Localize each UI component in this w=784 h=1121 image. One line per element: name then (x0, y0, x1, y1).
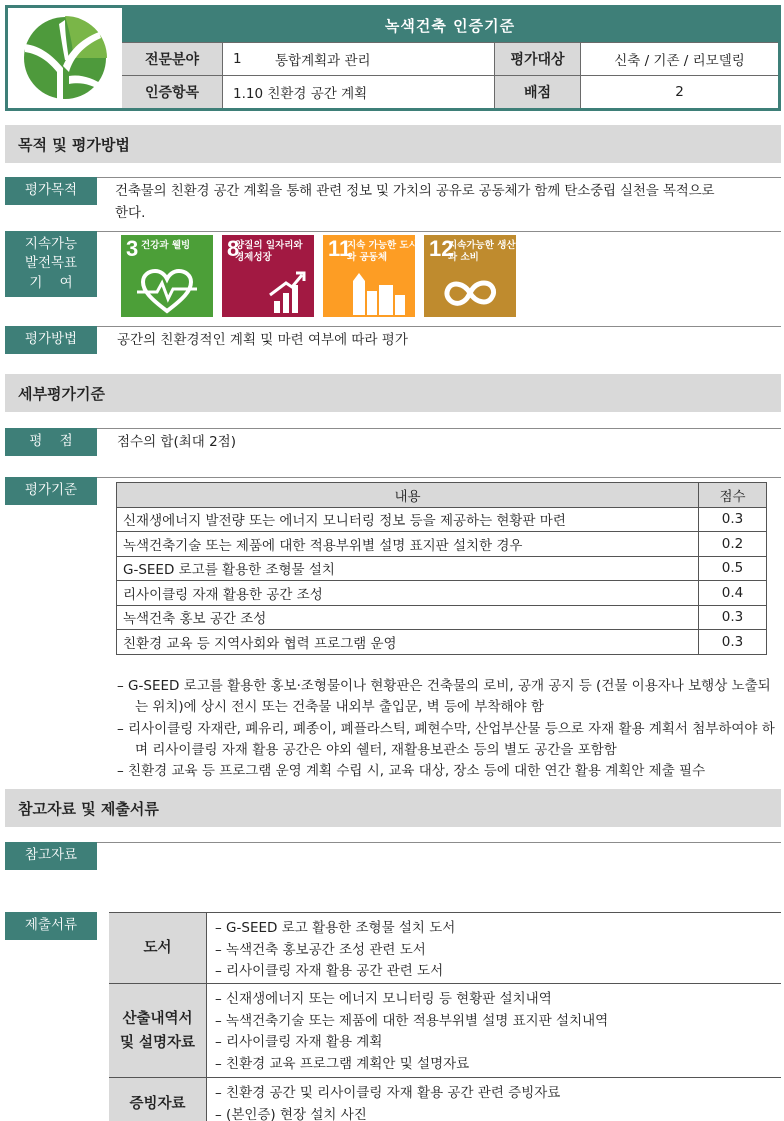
item-label: 인증항목 (122, 76, 222, 108)
note-item: – 리사이클링 자재란, 폐유리, 폐종이, 폐플라스틱, 폐현수막, 산업부산물 등으로 자재 활용 계획서 첨부하여야 하며 리사이클링 자재 활용 공간은 야외 쉘터, 재활용보관소 등의 별도 공간을 포함함 (117, 719, 777, 762)
section-references-title: 참고자료 및 제출서류 (5, 789, 781, 827)
goal-label: 평가목적 (5, 177, 97, 205)
note-item: – G-SEED 로고를 활용한 홍보·조형물이나 현황판은 건축물의 로비, 공개 공지 등 (건물 이용자나 보행상 노출되는 위치)에 상시 전시 또는 건축물 내외부 출입문, 벽 등에 부착해야 함 (117, 676, 777, 719)
score-label: 배점 (494, 76, 580, 108)
goal-text-line: 한다. (115, 205, 146, 221)
goal-text-line: 건축물의 친환경 공간 계획을 통해 관련 정보 및 가치의 공유로 공동체가 함께 탄소중립 실천을 목적으로 (115, 183, 715, 199)
sdg-title: 지속가능한 생산과 소비 (448, 240, 516, 263)
section-purpose-title: 목적 및 평가방법 (5, 125, 781, 163)
submission-item: – 녹색건축기술 또는 제품에 대한 적용부위별 설명 표지판 설치내역 (215, 1011, 781, 1033)
table-row (117, 507, 767, 532)
header-title: 녹색건축 인증기준 (122, 8, 778, 42)
note-item: – 친환경 교육 등 프로그램 운영 계획 수립 시, 교육 대상, 장소 등에 대한 연간 활용 계획안 제출 필수 (117, 761, 777, 782)
section-detail-title: 세부평가기준 (5, 374, 781, 412)
row-score: 0.2 (699, 532, 767, 557)
sdg-tile-11 (323, 235, 418, 317)
divider (97, 842, 781, 843)
row-score: 0.3 (699, 605, 767, 630)
row-content: G-SEED 로고를 활용한 조형물 설치 (117, 556, 699, 581)
divider (97, 231, 781, 232)
item-value: 1.10 친환경 공간 계획 (222, 76, 494, 108)
table-header-score: 점수 (699, 483, 767, 508)
target-label: 평가대상 (494, 43, 580, 75)
submission-item: – 녹색건축 홍보공간 조성 관련 도서 (215, 940, 781, 962)
submission-item: – 리사이클링 자재 활용 공간 관련 도서 (215, 961, 781, 983)
row-score: 0.3 (699, 507, 767, 532)
growth-chart-icon (222, 265, 314, 317)
row-content: 녹색건축기술 또는 제품에 대한 적용부위별 설명 표지판 설치한 경우 (117, 532, 699, 557)
logo-cell (8, 8, 122, 108)
submission-item: – 친환경 공간 및 리사이클링 자재 활용 공간 관련 증빙자료 (215, 1083, 781, 1105)
header-row-field (122, 42, 778, 75)
method-label: 평가방법 (5, 326, 97, 354)
submission-item: – G-SEED 로고 활용한 조형물 설치 도서 (215, 918, 781, 940)
method-text: 공간의 친환경적인 계획 및 마련 여부에 따라 평가 (117, 332, 408, 348)
score-value: 2 (580, 76, 778, 108)
submission-category: 증빙자료 (109, 1078, 207, 1121)
header-row-item (122, 75, 778, 108)
references-label: 참고자료 (5, 842, 97, 870)
table-row (117, 630, 767, 655)
row-content: 친환경 교육 등 지역사회와 협력 프로그램 운영 (117, 630, 699, 655)
divider (97, 428, 781, 429)
submission-category-line: 산출내역서 (122, 1010, 193, 1027)
notes-list (117, 676, 777, 782)
sdg-label (5, 231, 97, 297)
submission-row (109, 984, 781, 1078)
heart-pulse-icon (121, 265, 213, 317)
sdg-label-line: 지속가능 (24, 235, 78, 252)
row-score: 0.3 (699, 630, 767, 655)
table-row (117, 556, 767, 581)
sdg-number: 3 (126, 236, 139, 261)
field-number: 1 (233, 51, 242, 67)
table-row (117, 605, 767, 630)
submission-category: 도서 (109, 913, 207, 983)
infinity-icon (424, 265, 516, 317)
city-buildings-icon (323, 265, 415, 317)
table-row (117, 581, 767, 606)
submission-item: – 리사이클링 자재 활용 계획 (215, 1032, 781, 1054)
goal-text (115, 180, 780, 224)
sdg-tile-8 (222, 235, 314, 317)
submission-row (109, 913, 781, 984)
submission-item: – 친환경 교육 프로그램 계획안 및 설명자료 (215, 1054, 781, 1076)
divider (97, 326, 781, 327)
table-row (117, 532, 767, 557)
score-total-label: 평 점 (5, 428, 97, 456)
submission-row (109, 1078, 781, 1121)
sdg-number: 11 (328, 236, 352, 261)
sdg-title: 건강과 웰빙 (141, 240, 191, 251)
submission-item: – (본인증) 현장 설치 사진 (215, 1105, 781, 1121)
table-header-row (117, 483, 767, 508)
sdg-tile-12 (424, 235, 516, 317)
row-score: 0.5 (699, 556, 767, 581)
submission-table (109, 912, 781, 1121)
submission-items (207, 913, 781, 983)
sdg-tile-3 (121, 235, 213, 317)
row-content: 리사이클링 자재 활용한 공간 조성 (117, 581, 699, 606)
sdg-number: 8 (227, 236, 240, 261)
row-content: 신재생에너지 발전량 또는 에너지 모니터링 정보 등을 제공하는 현황판 마련 (117, 507, 699, 532)
leaf-logo-icon (23, 16, 107, 100)
divider (97, 477, 781, 478)
field-value-cell (222, 43, 494, 75)
sdg-title: 지속 가능한 도시와 공동체 (347, 240, 418, 263)
submission-items (207, 1078, 781, 1121)
sdg-number: 12 (429, 236, 454, 261)
submission-category (109, 984, 207, 1077)
row-score: 0.4 (699, 581, 767, 606)
field-value: 통합계획과 관리 (275, 53, 371, 69)
sdg-label-line: 기 여 (29, 274, 73, 291)
submission-category-line: 및 설명자료 (119, 1034, 196, 1051)
header-box (5, 5, 781, 111)
submission-label: 제출서류 (5, 912, 97, 940)
submission-items (207, 984, 781, 1077)
criteria-table (116, 482, 767, 655)
sdg-label-line: 발전목표 (24, 255, 78, 272)
target-value: 신축 / 기존 / 리모델링 (580, 43, 778, 75)
submission-item: – 신재생에너지 또는 에너지 모니터링 등 현황판 설치내역 (215, 989, 781, 1011)
table-header-content: 내용 (117, 483, 699, 508)
field-label: 전문분야 (122, 43, 222, 75)
score-total-text: 점수의 합(최대 2점) (117, 434, 236, 450)
sdg-title: 양질의 일자리와 경제성장 (235, 240, 303, 263)
criteria-label: 평가기준 (5, 477, 97, 505)
row-content: 녹색건축 홍보 공간 조성 (117, 605, 699, 630)
divider (97, 177, 781, 178)
